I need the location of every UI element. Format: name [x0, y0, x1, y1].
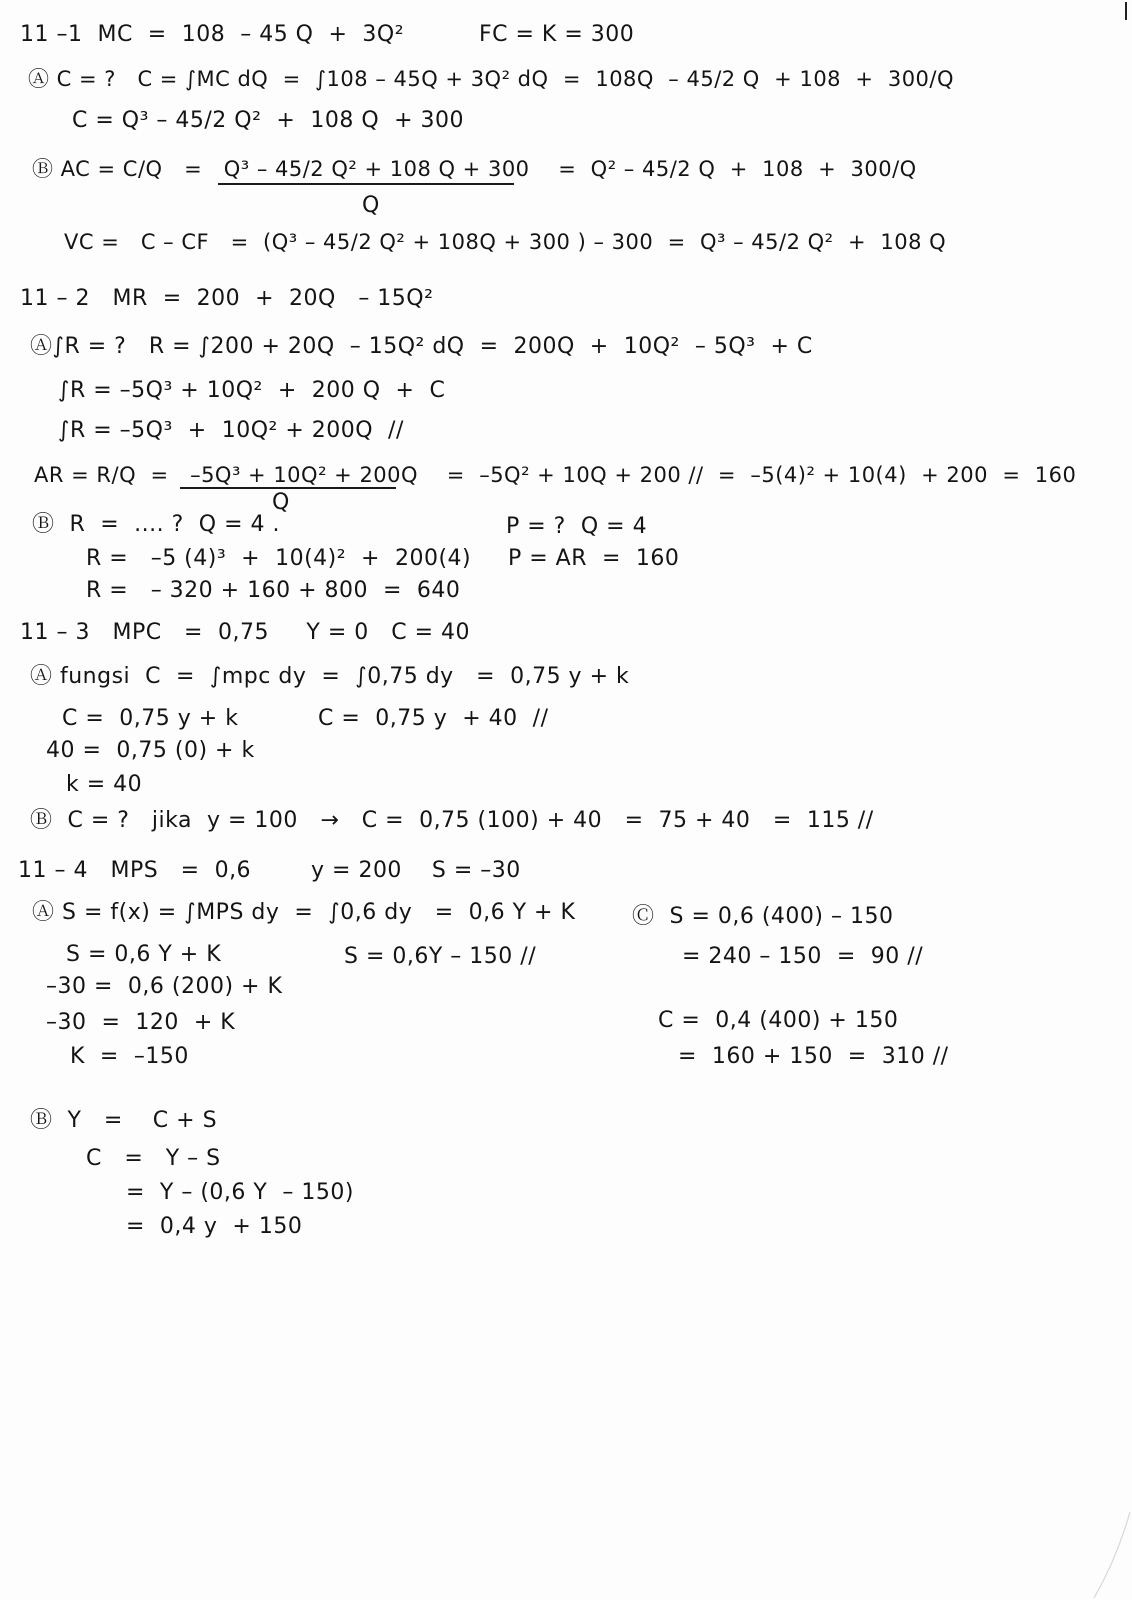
fraction-denominator: Q — [362, 193, 380, 218]
problem-11-3-heading: 11 – 3 MPC = 0,75 Y = 0 C = 40 — [20, 620, 471, 645]
problem-11-4-part-c-saving-answer: = 240 – 150 = 90 // — [682, 944, 924, 969]
problem-11-1-part-a: Ⓐ C = ? C = ∫MC dQ = ∫108 – 45Q + 3Q² dQ = 108Q – 45/2 Q + 108 + 300/Q — [28, 67, 955, 91]
problem-11-1-part-b-average-cost: Ⓑ AC = C/Q = Q³ – 45/2 Q² + 108 Q + 300 = Q² – 45/2 Q + 108 + 300/Q — [32, 157, 917, 181]
problem-11-4-consumption-result: = 0,4 y + 150 — [126, 1214, 303, 1239]
problem-11-4-part-b: Ⓑ Y = C + S — [30, 1108, 218, 1133]
problem-11-3-consumption-result: C = 0,75 y + 40 // — [318, 706, 549, 731]
problem-11-4-part-c: Ⓒ S = 0,6 (400) – 150 — [632, 904, 894, 929]
problem-11-3-part-a: Ⓐ fungsi C = ∫mpc dy = ∫0,75 dy = 0,75 y + k — [30, 664, 630, 689]
problem-11-4-consumption-step2: = Y – (0,6 Y – 150) — [126, 1180, 354, 1205]
page-corner-crease — [1092, 1510, 1132, 1600]
problem-11-1-heading: 11 –1 MC = 108 – 45 Q + 3Q² FC = K = 300 — [20, 22, 635, 47]
problem-11-2-revenue-substitution: R = –5 (4)³ + 10(4)² + 200(4) — [86, 546, 472, 571]
problem-11-4-heading: 11 – 4 MPS = 0,6 y = 200 S = –30 — [18, 858, 521, 883]
fraction-denominator: Q — [272, 490, 290, 515]
problem-11-4-k-value: K = –150 — [70, 1044, 189, 1069]
problem-11-2-average-revenue: AR = R/Q = –5Q³ + 10Q² + 200Q = –5Q² + 10Q + 200 // = –5(4)² + 10(4) + 200 = 160 — [34, 463, 1077, 487]
problem-11-3-consumption-general: C = 0,75 y + k — [62, 706, 239, 731]
problem-11-2-heading: 11 – 2 MR = 200 + 20Q – 15Q² — [20, 286, 434, 311]
problem-11-2-revenue-line: ∫R = –5Q³ + 10Q² + 200 Q + C — [58, 378, 446, 403]
fraction-bar — [180, 487, 396, 489]
problem-11-4-solve-k: –30 = 0,6 (200) + K — [46, 974, 283, 999]
problem-11-2-revenue-answer: R = – 320 + 160 + 800 = 640 — [86, 578, 461, 603]
problem-11-2-part-a: Ⓐ∫R = ? R = ∫200 + 20Q – 15Q² dQ = 200Q + 10Q² – 5Q³ + C — [30, 334, 813, 359]
problem-11-4-solve-k-step: –30 = 120 + K — [46, 1010, 236, 1035]
problem-11-2-part-b: Ⓑ R = .... ? Q = 4 . — [32, 512, 281, 537]
scan-edge-mark — [1125, 2, 1127, 20]
fraction-bar — [218, 183, 514, 185]
problem-11-1-cost-function: C = Q³ – 45/2 Q² + 108 Q + 300 — [72, 108, 465, 133]
problem-11-2-price-question: P = ? Q = 4 — [506, 514, 648, 539]
problem-11-2-price-answer: P = AR = 160 — [508, 546, 680, 571]
problem-11-4-consumption-step1: C = Y – S — [86, 1146, 221, 1171]
problem-11-4-part-c-consumption-answer: = 160 + 150 = 310 // — [678, 1044, 949, 1069]
problem-11-1-variable-cost: VC = C – CF = (Q³ – 45/2 Q² + 108Q + 300 ) – 300 = Q³ – 45/2 Q² + 108 Q — [64, 230, 947, 254]
problem-11-4-part-c-consumption: C = 0,4 (400) + 150 — [658, 1008, 899, 1033]
problem-11-4-saving-result: S = 0,6Y – 150 // — [344, 944, 537, 969]
problem-11-4-part-a: Ⓐ S = f(x) = ∫MPS dy = ∫0,6 dy = 0,6 Y + K — [32, 900, 576, 925]
problem-11-3-k-value: k = 40 — [66, 772, 143, 797]
problem-11-2-revenue-result: ∫R = –5Q³ + 10Q² + 200Q // — [58, 418, 404, 443]
problem-11-3-part-b: Ⓑ C = ? jika y = 100 → C = 0,75 (100) + 40 = 75 + 40 = 115 // — [30, 808, 874, 833]
problem-11-3-solve-k: 40 = 0,75 (0) + k — [46, 738, 255, 763]
problem-11-4-saving-general: S = 0,6 Y + K — [66, 942, 222, 967]
